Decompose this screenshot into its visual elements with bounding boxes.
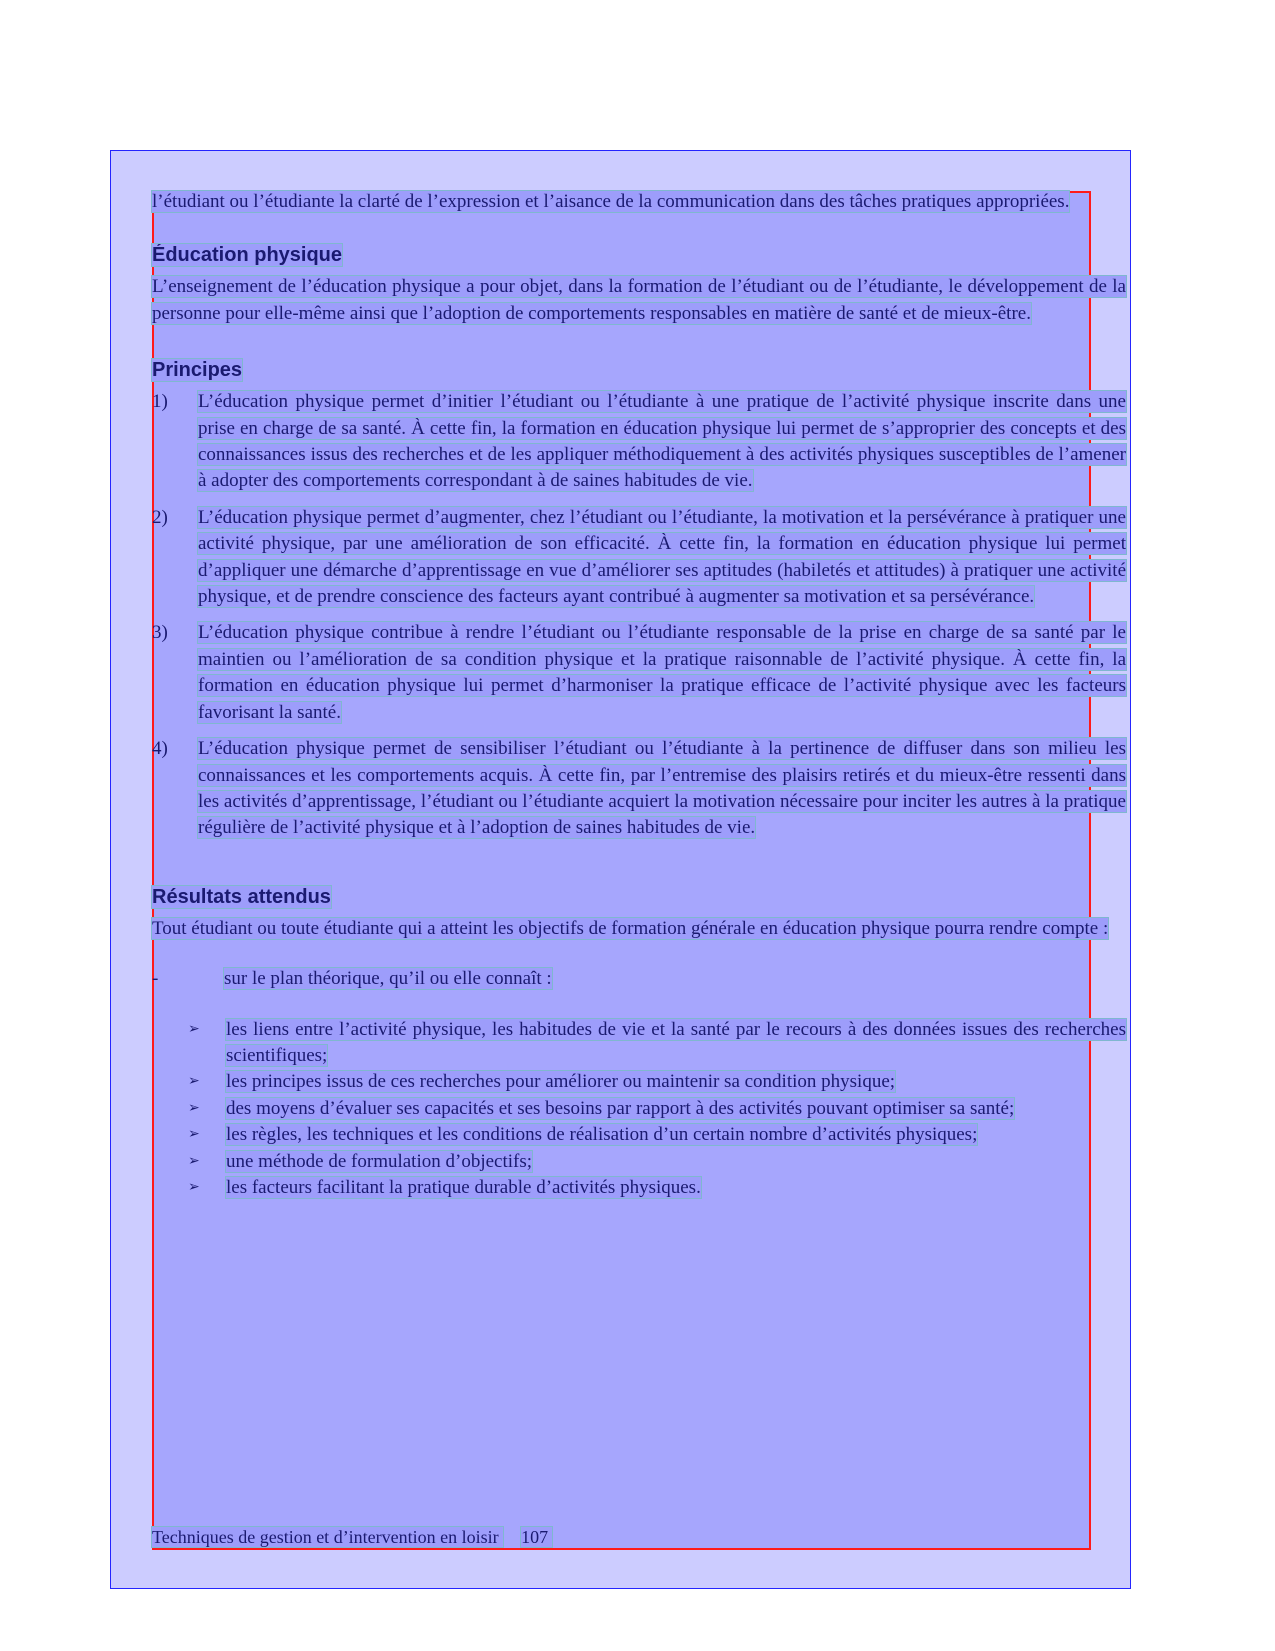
principle-number: 4) [152,738,168,760]
list-item-text: une méthode de formulation d’objectifs; [226,1150,533,1172]
heading-principes: Principes [152,359,243,382]
dash-marker: - [152,968,159,990]
principle-item [152,389,1126,495]
heading-resultats-attendus: Résultats attendus [152,885,331,908]
list-item [152,1175,1126,1201]
arrow-bullet-icon: ➢ [188,1100,200,1116]
footer-page-number: 107 [521,1527,552,1547]
document-body [152,191,1126,1201]
list-item-text: les règles, les techniques et les conditions de réalisation d’un certain nombre d’activités physiques; [226,1124,978,1146]
footer-program: Techniques de gestion et d’intervention en loisir [152,1527,503,1547]
principle-text: L’éducation physique contribue à rendre l’étudiant ou l’étudiante responsable de la prise en charge de sa santé par le maintien ou l’amélioration de sa condition physique et la pratique raisonnable de l’activité physique. À cette fin, la formation en éducation physique lui permet d’harmoniser la pratique efficace de l’activité physique avec les facteurs favorisant la santé. [198,622,1126,723]
arrow-bullet-icon: ➢ [188,1074,200,1090]
page-footer [152,1525,552,1549]
list-item [152,1017,1126,1070]
heading-education-physique: Éducation physique [152,244,343,267]
list-item-text: des moyens d’évaluer ses capacités et ses besoins par rapport à des activités pouvant optimiser sa santé; [226,1097,1015,1119]
list-item-text: les principes issus de ces recherches pour améliorer ou maintenir sa condition physique; [226,1071,896,1093]
intro-continuation: l’étudiant ou l’étudiante la clarté de l’expression et l’aisance de la communication dans des tâches pratiques appropriées. [152,191,1070,212]
education-physique-paragraph: L’enseignement de l’éducation physique a pour objet, dans la formation de l’étudiant ou de l’étudiante, le développement de la personne pour elle-même ainsi que l’adoption de comportements responsables en matière de santé et de mieux-être. [152,276,1126,324]
principle-item [152,620,1126,726]
arrow-bullet-icon: ➢ [188,1153,200,1169]
list-item [152,1122,1126,1148]
dash-list-item [152,966,1126,992]
dash-item-text: sur le plan théorique, qu’il ou elle connaît : [224,968,552,990]
arrow-bullet-icon: ➢ [188,1179,200,1195]
list-item-text: les facteurs facilitant la pratique durable d’activités physiques. [226,1176,701,1198]
list-item-text: les liens entre l’activité physique, les habitudes de vie et la santé par le recours à des données issues des recherches scientifiques; [226,1018,1126,1066]
list-item [152,1149,1126,1175]
principle-number: 1) [152,391,168,413]
principle-text: L’éducation physique permet de sensibiliser l’étudiant ou l’étudiante à la pertinence de diffuser dans son milieu les connaissances et les comportements acquis. À cette fin, par l’entremise des plaisirs retirés et du mieux-être ressenti dans les activités d’apprentissage, l’étudiant ou l’étudiante acquiert la motivation nécessaire pour inciter les autres à la pratique régulière de l’activité physique et à l’adoption de saines habitudes de vie. [198,738,1126,839]
list-item [152,1069,1126,1095]
principle-number: 3) [152,622,168,644]
principle-item [152,505,1126,611]
arrow-bullet-icon: ➢ [188,1021,200,1037]
arrow-bullet-icon: ➢ [188,1127,200,1143]
principle-item [152,736,1126,842]
principle-text: L’éducation physique permet d’augmenter, chez l’étudiant ou l’étudiante, la motivation et la persévérance à pratiquer une activité physique, par une amélioration de son efficacité. À cette fin, la formation en éducation physique lui permet d’appliquer une démarche d’apprentissage en vue d’améliorer ses aptitudes (habiletés et attitudes) à pratiquer une activité physique, et de prendre conscience des facteurs ayant contribué à augmenter sa motivation et sa persévérance. [198,506,1126,608]
results-intro: Tout étudiant ou toute étudiante qui a atteint les objectifs de formation générale en éducation physique pourra rendre compte : [152,917,1109,939]
principle-text: L’éducation physique permet d’initier l’étudiant ou l’étudiante à une pratique de l’activité physique inscrite dans une prise en charge de sa santé. À cette fin, la formation en éducation physique lui permet de s’approprier des concepts et des connaissances issus des recherches et de les appliquer méthodiquement à des activités physiques susceptibles de l’amener à adopter des comportements correspondant à de saines habitudes de vie. [198,391,1126,492]
principle-number: 2) [152,506,168,528]
bullet-list [152,1017,1126,1202]
list-item [152,1096,1126,1122]
